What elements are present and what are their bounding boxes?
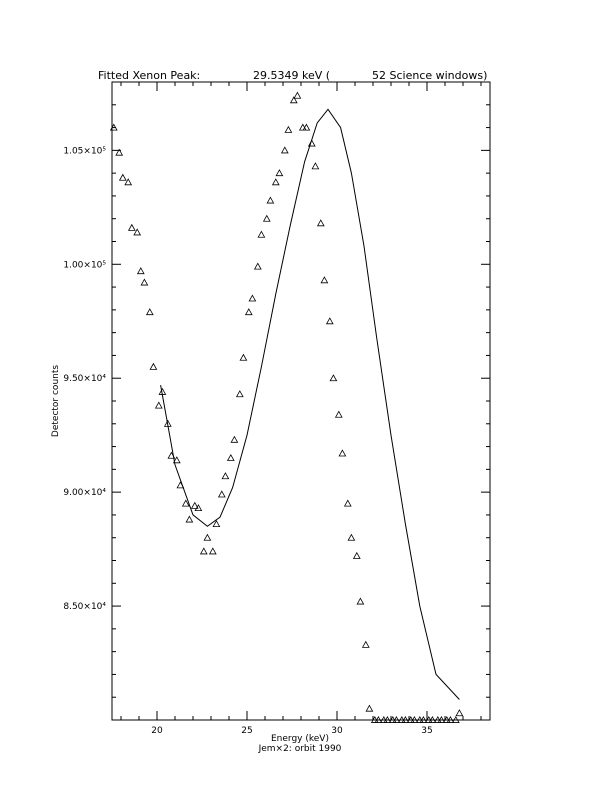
data-point-marker bbox=[276, 170, 282, 176]
data-point-marker bbox=[312, 163, 318, 169]
data-point-marker bbox=[219, 491, 225, 497]
data-point-marker bbox=[249, 295, 255, 301]
y-axis-title: Detector counts bbox=[51, 364, 61, 438]
data-point-marker bbox=[204, 535, 210, 541]
data-point-marker bbox=[246, 309, 252, 315]
data-point-marker bbox=[456, 710, 462, 716]
data-point-marker bbox=[348, 535, 354, 541]
data-point-marker bbox=[210, 548, 216, 554]
data-point-marker bbox=[264, 216, 270, 222]
data-point-marker bbox=[237, 391, 243, 397]
data-point-marker bbox=[120, 175, 126, 181]
data-point-marker bbox=[294, 92, 300, 98]
y-tick-label: 1.00×10⁵ bbox=[63, 260, 106, 271]
data-point-marker bbox=[240, 355, 246, 361]
title-peak-energy: 29.5349 keV ( bbox=[253, 69, 331, 82]
title-label: Fitted Xenon Peak: bbox=[98, 69, 201, 82]
tick-labels bbox=[63, 146, 432, 736]
data-point-marker bbox=[267, 197, 273, 203]
data-point-marker bbox=[345, 500, 351, 506]
data-point-marker bbox=[339, 450, 345, 456]
data-point-marker bbox=[228, 455, 234, 461]
data-point-marker bbox=[222, 473, 228, 479]
x-tick-label: 30 bbox=[331, 726, 343, 736]
data-point-marker bbox=[285, 127, 291, 133]
data-point-marker bbox=[141, 279, 147, 285]
data-point-marker bbox=[129, 225, 135, 231]
data-point-marker bbox=[150, 364, 156, 370]
data-point-marker bbox=[147, 309, 153, 315]
fit-curve-layer bbox=[161, 109, 460, 699]
data-point-marker bbox=[336, 411, 342, 417]
title-windows: 52 Science windows) bbox=[372, 69, 488, 82]
y-tick-label: 8.50×10⁴ bbox=[63, 602, 106, 613]
y-tick-label: 1.05×10⁵ bbox=[63, 146, 106, 157]
data-point-marker bbox=[354, 553, 360, 559]
data-point-marker bbox=[201, 548, 207, 554]
data-point-marker bbox=[138, 268, 144, 274]
data-point-marker bbox=[273, 179, 279, 185]
data-point-marker bbox=[156, 402, 162, 408]
x-tick-label: 35 bbox=[421, 726, 433, 736]
data-point-marker bbox=[330, 375, 336, 381]
data-point-marker bbox=[318, 220, 324, 226]
x-tick-label: 20 bbox=[151, 726, 163, 736]
data-point-marker bbox=[258, 231, 264, 237]
data-point-marker bbox=[186, 516, 192, 522]
y-tick-label: 9.00×10⁴ bbox=[63, 488, 106, 499]
data-point-marker bbox=[255, 263, 261, 269]
y-tick-label: 9.50×10⁴ bbox=[63, 374, 106, 385]
data-point-marker bbox=[321, 277, 327, 283]
data-point-marker bbox=[366, 705, 372, 711]
x-tick-label: 25 bbox=[241, 726, 253, 736]
fit-curve-line bbox=[161, 109, 460, 699]
data-point-marker bbox=[282, 147, 288, 153]
data-point-marker bbox=[357, 598, 363, 604]
x-axis-title: Energy (keV) bbox=[271, 734, 329, 744]
data-point-marker bbox=[231, 437, 237, 443]
chart-subtitle: Jem×2: orbit 1990 bbox=[258, 744, 342, 754]
data-points-layer bbox=[111, 92, 463, 722]
data-point-marker bbox=[327, 318, 333, 324]
data-point-marker bbox=[363, 642, 369, 648]
